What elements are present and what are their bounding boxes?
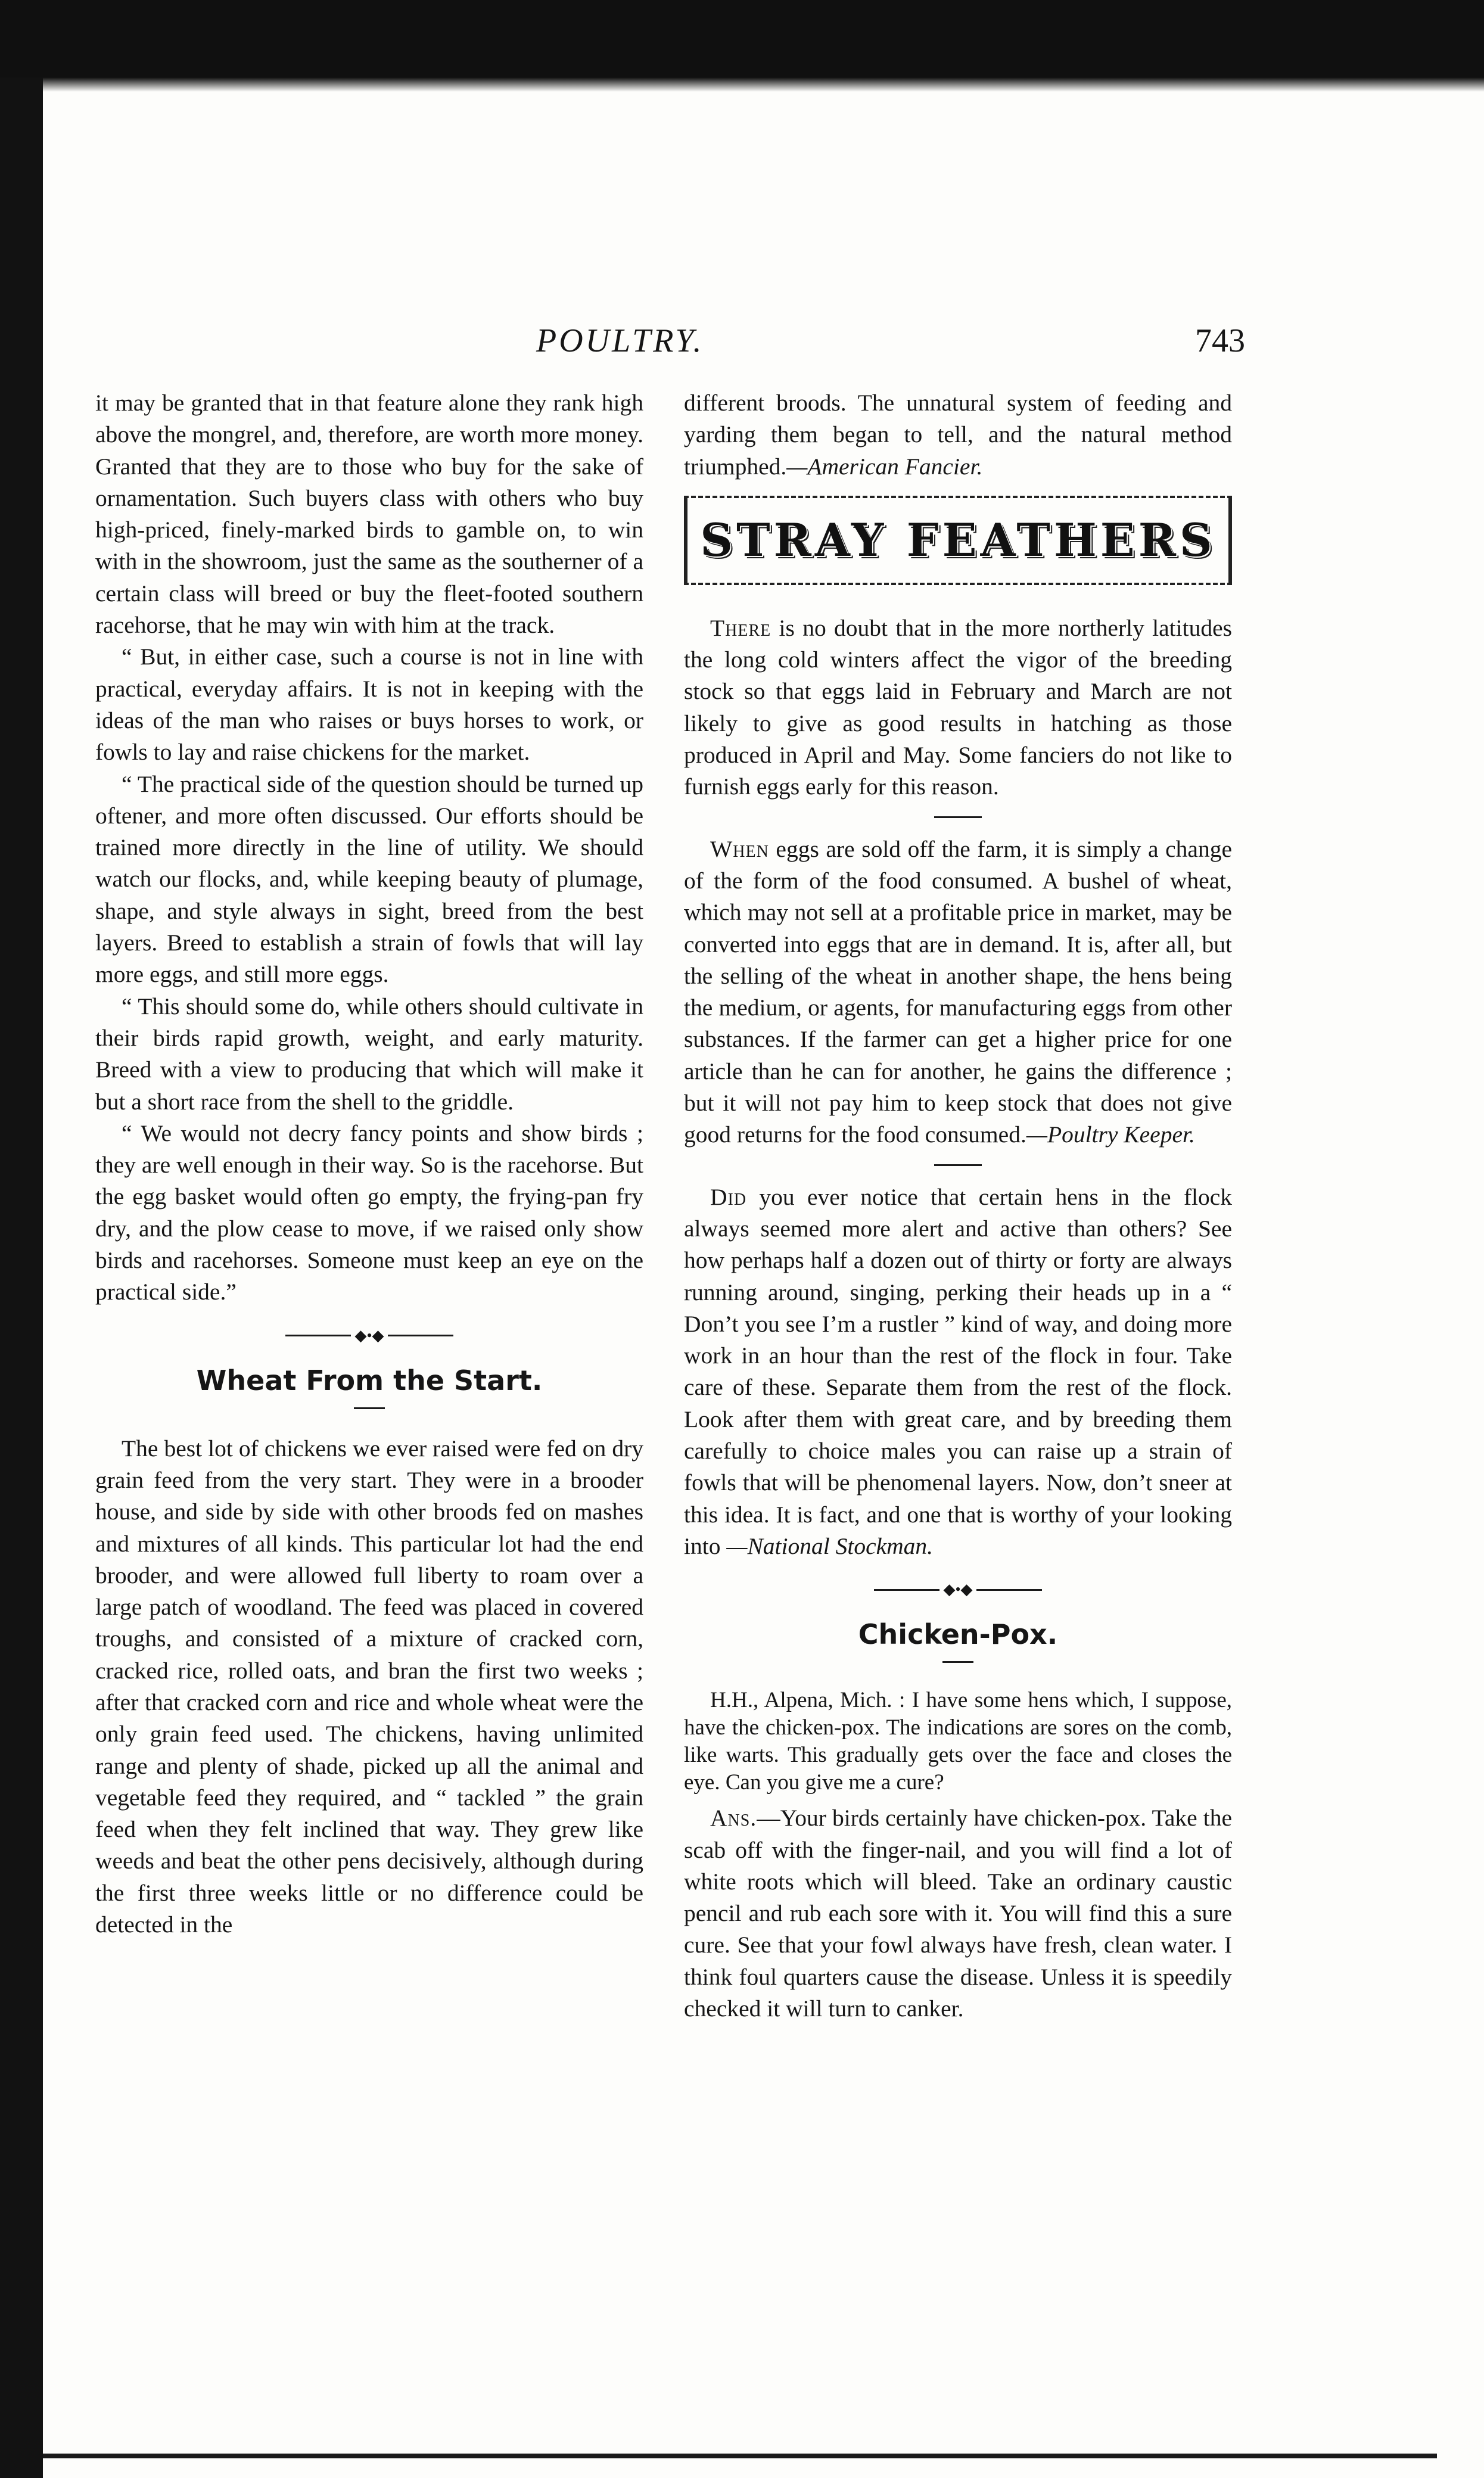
page-number: 743 <box>1195 322 1245 359</box>
paragraph: “ But, in either case, such a course is not in line with practical, everyday affairs. It is not in keeping with the ideas of the man who raises or buys horses to work, or fowls to lay and raise chickens for the market. <box>95 643 643 766</box>
source-credit: —American Fancier. <box>786 453 983 480</box>
stray-item <box>684 834 1232 1151</box>
lead-word: There <box>710 614 771 641</box>
ornament-divider: ◆•◆ <box>684 1578 1232 1602</box>
stray-item <box>684 1182 1232 1563</box>
source-credit: —National Stockman. <box>726 1532 934 1559</box>
answer-lead: Ans. <box>710 1805 757 1832</box>
paragraph: “ We would not decry fancy points and show birds ; they are well enough in their way. So is the racehorse. But the egg basket would often go empty, the frying-pan fry dry, and the plow cease to move, if we raised only show birds and racehorses. Someone must keep an eye on the practical side.” <box>95 1120 643 1305</box>
paragraph <box>684 387 1232 483</box>
page-header <box>536 322 1245 369</box>
answer-text: —Your birds certainly have chicken-pox. Take the scab off with the finger-nail, and you will find a lot of white roots which will bleed. Take an ordinary caustic pencil and rub each sore with it. You will find this a sure cure. See that your fowl always have fresh, clean water. I think foul quarters cause the disease. Unless it is speedily checked it will turn to canker. <box>684 1805 1232 2022</box>
stray-item <box>684 612 1232 803</box>
bottom-rule <box>43 2454 1437 2458</box>
heading-dash <box>942 1661 973 1663</box>
running-title: POULTRY. <box>536 322 704 359</box>
section-heading-chicken-pox: Chicken-Pox. <box>858 1618 1058 1651</box>
scan-left-edge <box>0 77 43 2478</box>
lead-word: When <box>710 835 769 862</box>
section-heading-wheat: Wheat From the Start. <box>196 1364 543 1397</box>
continuation-text: different broods. The unnatural system of feeding and yarding them began to tell, and the natural method triumphed. <box>684 390 1232 480</box>
paragraph: “ The practical side of the question should be turned up oftener, and more often discussed. Our efforts should be trained more directly in the line of utility. We should watch our flocks, and, while keeping beauty of plumage, shape, and style always in sight, breed from the best layers. Breed to establish a strain of fowls that will lay more eggs, and still more eggs. <box>95 770 643 988</box>
right-column <box>684 387 1232 2025</box>
banner-title: STRAY FEATHERS <box>700 514 1216 567</box>
paragraph: “ This should some do, while others should cultivate in their birds rapid growth, weight, and early maturity. Breed with a view to producing that which will make it but a short race from the shell to the griddle. <box>95 993 643 1115</box>
source-credit: —Poultry Keeper. <box>1026 1121 1195 1148</box>
lead-word: Did <box>710 1183 747 1210</box>
item-text: you ever notice that certain hens in the flock always seemed more alert and active than others? See how perhaps half a dozen out of thirty or forty are always running around, singing, perking their heads up in a “ Don’t you see I’m a rustler ” kind of way, and doing more work in an hour than the rest of the flock in four. Take care of these. Separate them from the rest of the flock. Look after them with great care, and by breeding them carefully to choice males you can raise up a strain of fowls that will be phenomenal layers. Now, don’t sneer at this idea. It is fact, and one that is worthy of your looking into <box>684 1183 1232 1559</box>
stray-feathers-banner <box>684 496 1232 585</box>
item-divider <box>934 816 982 818</box>
item-text: eggs are sold off the farm, it is simply a change of the form of the food consumed. A bushel of wheat, which may not sell at a profitable price in market, may be converted into eggs that are in demand. It is, after all, but the selling of the wheat in another shape, the hens being the medium, or agents, for manufacturing eggs from other substances. If the farmer can get a higher price for one article than he can for another, he gains the difference ; but it will not pay him to keep stock that does not give good returns for the food consumed. <box>684 835 1232 1148</box>
scan-top-band <box>0 0 1484 77</box>
ornament-divider: ◆•◆ <box>95 1324 643 1348</box>
reader-question: H.H., Alpena, Mich. : I have some hens which, I suppose, have the chicken-pox. The indications are sores on the comb, like warts. This gradually gets over the face and closes the eye. Can you give me a cure? <box>684 1688 1232 1795</box>
heading-dash <box>354 1407 385 1409</box>
editor-answer <box>684 1802 1232 2025</box>
item-divider <box>934 1164 982 1166</box>
left-column <box>95 387 643 1941</box>
paragraph: it may be granted that in that feature alone they rank high above the mongrel, and, therefore, are worth more money. Granted that they are to those who buy for the sake of ornamentation. Such buyers class with others who buy high-priced, finely-marked birds to gamble on, to win with in the showroom, just the same as the southerner of a certain class will breed or buy the fleet-footed southern racehorse, that he may win with him at the track. <box>95 390 643 639</box>
paragraph: The best lot of chickens we ever raised were fed on dry grain feed from the very start. They were in a brooder house, and side by side with other broods fed on mashes and mixtures of all kinds. This particular lot had the end brooder, and were allowed full liberty to roam over a large patch of woodland. The feed was placed in covered troughs, and consisted of a mixture of cracked corn, cracked rice, rolled oats, and bran the first two weeks ; after that cracked corn and rice and whole wheat were the only grain feed used. The chickens, having unlimited range and plenty of shade, picked up all the animal and vegetable feed they required, and “ tackled ” the grain feed when they felt inclined that way. They grew like weeds and beat the other pens decisively, although during the first three weeks little or no difference could be detected in the <box>95 1435 643 1938</box>
item-text: is no doubt that in the more northerly latitudes the long cold winters affect the vigor of the breeding stock so that eggs laid in February and March are not likely to give as good results in hatching as those produced in April and May. Some fanciers do not like to furnish eggs early for this reason. <box>684 614 1232 800</box>
